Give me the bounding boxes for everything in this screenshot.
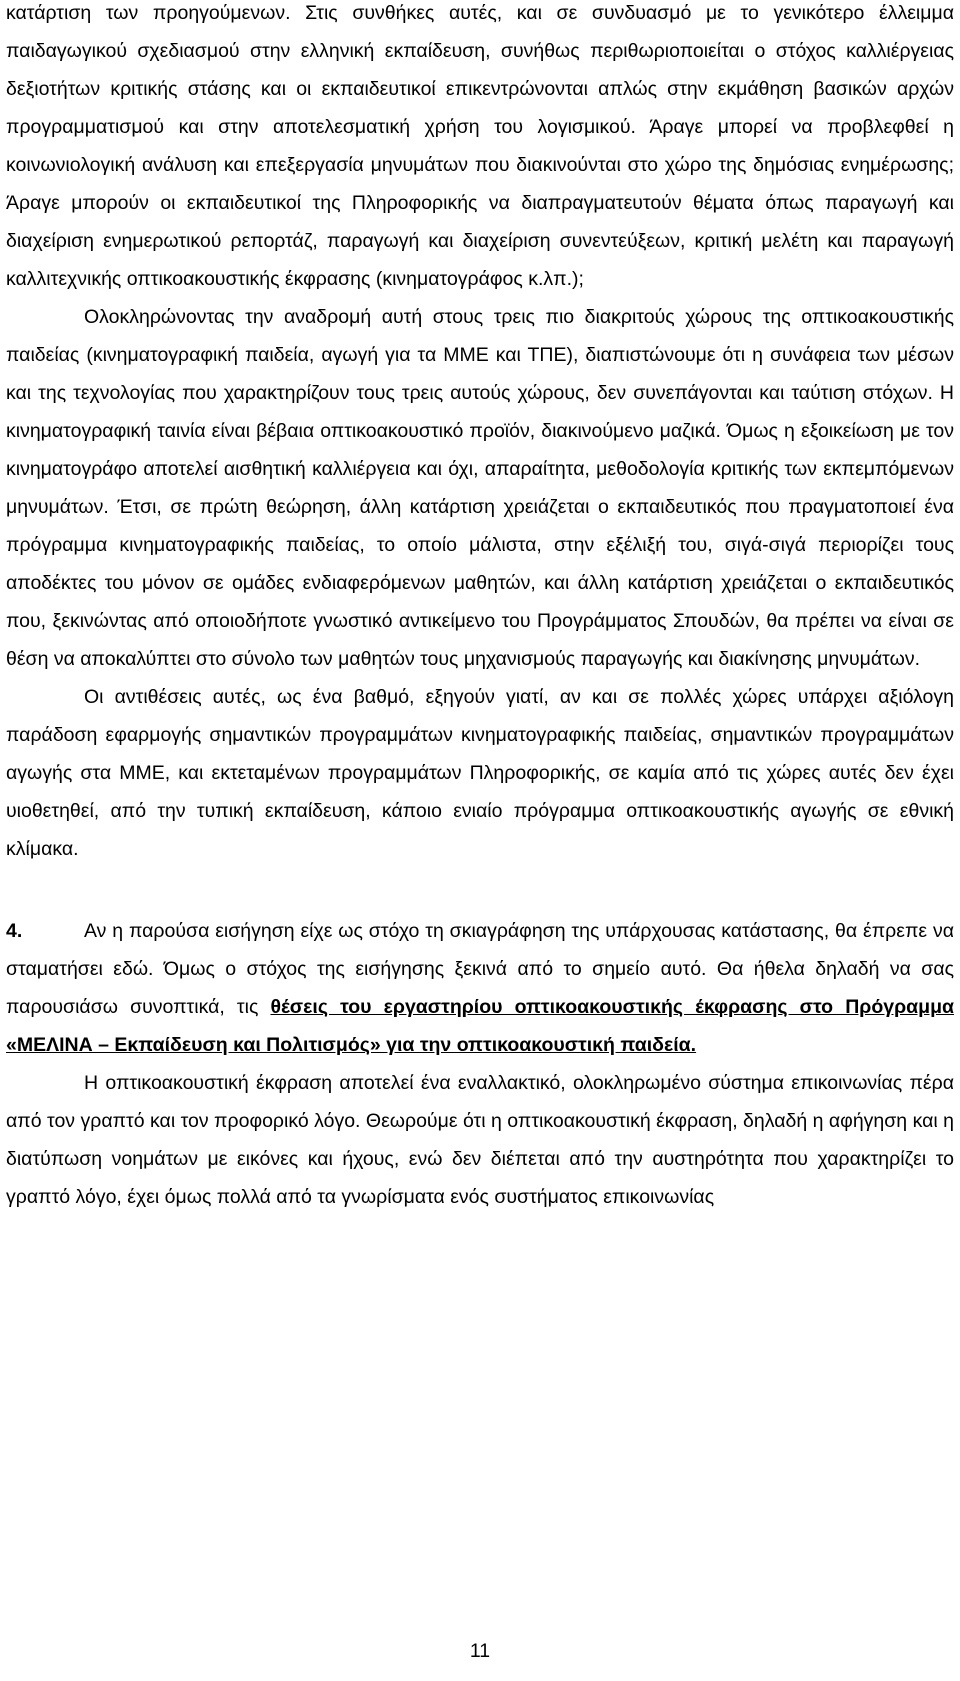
paragraph-2: Ολοκληρώνοντας την αναδρομή αυτή στους τρεις πιο διακριτούς χώρους της οπτικοακουστικής παιδείας (κινηματογραφική παιδεία, αγωγή για τα ΜΜΕ και ΤΠΕ), διαπιστώνουμε ότι η συνάφεια των μέσων και της τεχνολογίας που χαρακτηρίζουν τους τρεις αυτούς χώρους, δεν συνεπάγονται και ταύτιση στόχων. Η κινηματογραφική ταινία είναι βέβαια οπτικοακουστικό προϊόν, διακινούμενο μαζικά. Όμως η εξοικείωση με τον κινηματογράφο αποτελεί αισθητική καλλιέργεια και όχι, απαραίτητα, μεθοδολογία κριτικής των εκπεμπόμενων μηνυμάτων. Έτσι, σε πρώτη θεώρηση, άλλη κατάρτιση χρειάζεται ο εκπαιδευτικός που πραγματοποιεί ένα πρόγραμμα κινηματογραφικής παιδείας, το οποίο μάλιστα, στην εξέλιξή του, σιγά-σιγά περιορίζει τους αποδέκτες του μόνον σε ομάδες ενδιαφερόμενων μαθητών, και άλλη κατάρτιση χρειάζεται ο εκπαιδευτικός που, ξεκινώντας από οποιοδήποτε γνωστικό αντικείμενο του Προγράμματος Σπουδών, θα πρέπει να είναι σε θέση να αποκαλύπτει στο σύνολο των μαθητών τους μηχανισμούς παραγωγής και διακίνησης μηνυμάτων. <box>6 306 954 670</box>
section-number: 4. <box>6 920 23 942</box>
paragraph-4 <box>6 912 954 1064</box>
section-spacer <box>6 868 954 912</box>
paragraph-4-emphasis: θέσεις του εργαστηρίου οπτικοακουστικής έκφρασης στο Πρόγραμμα «ΜΕΛΙΝΑ – Εκπαίδευση και Πολιτισμός» για την οπτικοακουστική παιδεία. <box>6 996 954 1056</box>
paragraph-5: Η οπτικοακουστική έκφραση αποτελεί ένα εναλλακτικό, ολοκληρωμένο σύστημα επικοινωνίας πέρα από τον γραπτό και τον προφορικό λόγο. Θεωρούμε ότι η οπτικοακουστική έκφραση, δηλαδή η αφήγηση και η διατύπωση νοημάτων με εικόνες και ήχους, ενώ δεν διέπεται από την αυστηρότητα που χαρακτηρίζει το γραπτό λόγο, έχει όμως πολλά από τα γνωρίσματα ενός συστήματος επικοινωνίας <box>6 1072 954 1208</box>
paragraph-4-text: Αν η παρούσα εισήγηση είχε ως στόχο τη σκιαγράφηση της υπάρχουσας κατάστασης, θα έπρεπε να σταματήσει εδώ. Όμως ο στόχος της εισήγησης ξεκινά από το σημείο αυτό. Θα ήθελα δηλαδή να σας παρουσιάσω συνοπτικά, τις <box>6 920 954 1018</box>
paragraph-3: Οι αντιθέσεις αυτές, ως ένα βαθμό, εξηγούν γιατί, αν και σε πολλές χώρες υπάρχει αξιόλογη παράδοση εφαρμογής σημαντικών προγραμμάτων κινηματογραφικής παιδείας, σημαντικών προγραμμάτων αγωγής στα ΜΜΕ, και εκτεταμένων προγραμμάτων Πληροφορικής, σε καμία από τις χώρες αυτές δεν έχει υιοθετηθεί, από την τυπική εκπαίδευση, κάποιο ενιαίο πρόγραμμα οπτικοακουστικής αγωγής σε εθνική κλίμακα. <box>6 686 954 860</box>
page-number: 11 <box>469 1640 491 1662</box>
paragraph-1: κατάρτιση των προηγούμενων. Στις συνθήκες αυτές, και σε συνδυασμό με το γενικότερο έλλειμμα παιδαγωγικού σχεδιασμού στην ελληνική εκπαίδευση, συνήθως περιθωριοποιείται ο στόχος καλλιέργειας δεξιοτήτων κριτικής στάσης και οι εκπαιδευτικοί επικεντρώνονται απλώς στην εκμάθηση βασικών αρχών προγραμματισμού και στην αποτελεσματική χρήση του λογισμικού. Άραγε μπορεί να προβλεφθεί η κοινωνιολογική ανάλυση και επεξεργασία μηνυμάτων που διακινούνται στο χώρο της δημόσιας ενημέρωσης; Άραγε μπορούν οι εκπαιδευτικοί της Πληροφορικής να διαπραγματευτούν θέματα όπως παραγωγή και διαχείριση ενημερωτικού ρεπορτάζ, παραγωγή και διαχείριση συνεντεύξεων, κριτική μελέτη και παραγωγή καλλιτεχνικής οπτικοακουστικής έκφρασης (κινηματογράφος κ.λπ.); <box>6 2 954 290</box>
